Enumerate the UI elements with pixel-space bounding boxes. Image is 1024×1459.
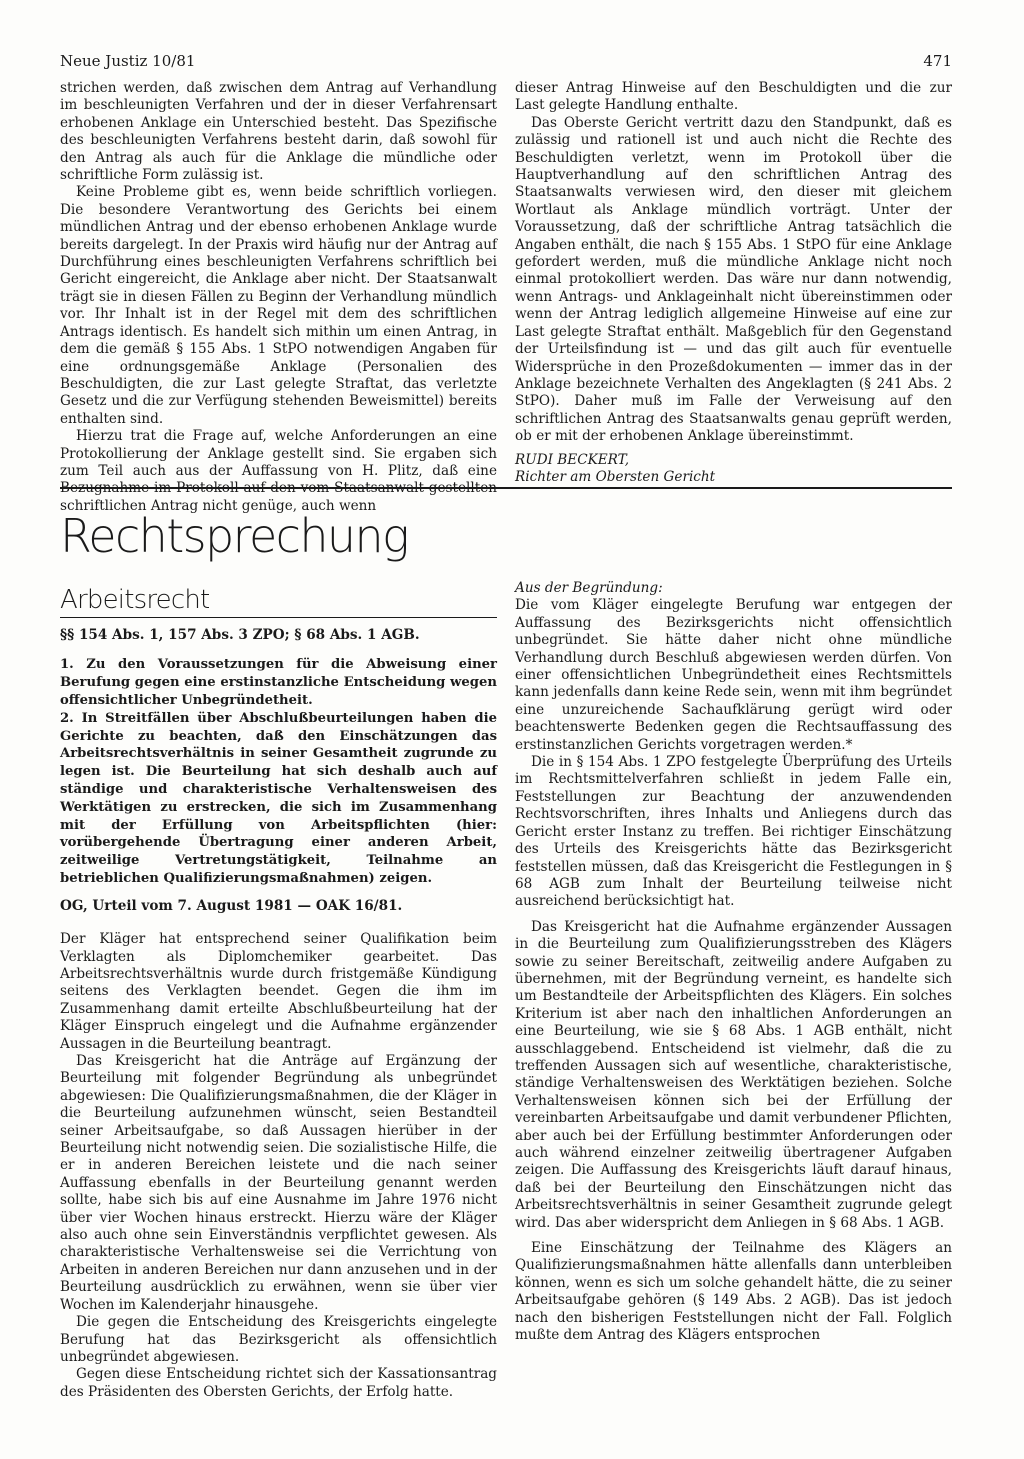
subsection-divider bbox=[60, 617, 497, 618]
case-column-right bbox=[515, 580, 952, 1344]
paragraph: Die gegen die Entscheidung des Kreisgerichts eingelegte Berufung hat das Bezirksgericht als offensichtlich unbegründet abgewiesen. bbox=[60, 1314, 497, 1365]
law-reference: §§ 154 Abs. 1, 157 Abs. 3 ZPO; § 68 Abs. 1 AGB. bbox=[60, 627, 420, 643]
article-column-right bbox=[515, 80, 952, 486]
paragraph: Das Kreisgericht hat die Aufnahme ergänzender Aussagen in die Beurteilung zum Qualifizierungsstreben des Klägers sowie zu seiner Bereitschaft, zeitweilig andere Aufgaben zu übernehmen, mit der Begründung verneint, es handelte sich um Bestandteile der Arbeitspflichten des Klägers. Ein solches Kriterium ist aber nach den inhaltlichen Anforderungen an eine Beurteilung, wie sie § 68 Abs. 1 AGB enthält, nicht ausschlaggebend. Entscheidend ist vielmehr, daß die zu treffenden Aussagen sich auf wesentliche, charakteristische, ständige Verhaltensweisen des Werktätigen beziehen. Solche Verhaltensweisen können sich bei der Erfüllung der vereinbarten Arbeitsaufgabe und damit verbundener Pflichten, aber auch bei der Erfüllung bestimmter Anforderungen oder auch während einzelner zeitweilig übertragener Aufgaben zeigen. Die Auffassung des Kreisgerichts läuft darauf hinaus, daß bei der Beurteilung den Einschätzungen nicht das Arbeitsrechtsverhältnis in seiner Gesamtheit zugrunde gelegt wird. Das aber widerspricht dem Anliegen in § 68 Abs. 1 AGB. bbox=[515, 918, 952, 1231]
page-number: 471 bbox=[923, 52, 952, 70]
paragraph: Keine Probleme gibt es, wenn beide schriftlich vorliegen. Die besondere Verantwortung des Gerichts bei einem mündlichen Antrag und der ebenso erhobenen Anklage wurde bereits dargelegt. In der Praxis wird häufig nur der Antrag auf Durchführung eines beschleunigten Verfahrens schriftlich bei Gericht eingereicht, die Anklage aber nicht. Der Staatsanwalt trägt sie in diesen Fällen zu Beginn der Verhandlung mündlich vor. Ihr Inhalt ist in der Regel mit dem des schriftlichen Antrags identisch. Es handelt sich mithin um einen Antrag, in dem die gemäß § 155 Abs. 1 StPO notwendigen Angaben für eine ordnungsgemäße Anklage (Personalien des Beschuldigten, die zur Last gelegte Straftat, das verletzte Gesetz und die zur Verfügung stehenden Beweismittel) bereits enthalten sind. bbox=[60, 184, 497, 427]
headnote: 2. In Streitfällen über Abschlußbeurteilungen haben die Gerichte zu beachten, daß den Einschätzungen das Arbeitsrechtsverhältnis in seiner Gesamtheit zugrunde zu legen ist. Die Beurteilung hat sich deshalb auch auf ständige und charakteristische Verhaltensweisen des Werktätigen zu erstrecken, die sich im Zusammenhang mit der Erfüllung von Arbeitspflichten (hier: vorübergehende Übertragung einer anderen Arbeit, zeitweilige Vertretungstätigkeit, Teilnahme an betrieblichen Qualifizierungsmaßnahmen) zeigen. bbox=[60, 710, 497, 886]
subsection-title: Arbeitsrecht bbox=[60, 585, 210, 615]
paragraph: Eine Einschätzung der Teilnahme des Klägers an Qualifizierungsmaßnahmen hätte allenfalls dann unterbleiben können, wenn es sich um solche gehandelt hätte, die zu seiner Arbeitsaufgabe gehören (§ 149 Abs. 2 AGB). Das ist jedoch nach den bisherigen Feststellungen nicht der Fall. Folglich mußte dem Antrag des Klägers entsprochen bbox=[515, 1240, 952, 1344]
section-divider bbox=[60, 487, 952, 489]
paragraph: dieser Antrag Hinweise auf den Beschuldigten und die zur Last gelegte Handlung enthalte. bbox=[515, 80, 952, 114]
paragraph: Die in § 154 Abs. 1 ZPO festgelegte Überprüfung des Urteils im Rechtsmittelverfahren schließt in jedem Falle ein, Feststellungen zur Beachtung der anzuwendenden Rechtsvorschriften, ihres Inhalts und Anliegens durch das Gericht erster Instanz zu treffen. Bei richtiger Einschätzung des Urteils des Kreisgerichts hätte das Bezirksgericht feststellen müssen, daß das Kreisgericht die Festlegungen in § 68 AGB zum Inhalt der Beurteilung teilweise nicht ausreichend berücksichtigt hat. bbox=[515, 754, 952, 910]
paragraph: strichen werden, daß zwischen dem Antrag auf Verhandlung im beschleunigten Verfahren und der in dieser Verfahrensart erhobenen Anklage ein Unterschied besteht. Das Spezifische des beschleunigten Verfahrens besteht darin, daß sowohl für den Antrag als auch für die Anklage die mündliche oder schriftliche Form zulässig ist. bbox=[60, 80, 497, 184]
reasons-heading: Aus der Begründung: bbox=[515, 580, 663, 596]
author-name: RUDI BECKERT, bbox=[515, 451, 630, 468]
paragraph: Gegen diese Entscheidung richtet sich der Kassationsantrag des Präsidenten des Obersten Gerichts, der Erfolg hatte. bbox=[60, 1366, 497, 1400]
author-title: Richter am Obersten Gericht bbox=[515, 468, 716, 485]
journal-title: Neue Justiz 10/81 bbox=[60, 52, 196, 70]
paragraph: Das Kreisgericht hat die Anträge auf Ergänzung der Beurteilung mit folgender Begründung als unbegründet abgewiesen: Die Qualifizierungsmaßnahmen, die der Kläger in die Beurteilung aufzunehmen wünscht, seien Bestandteil seiner Arbeitsaufgabe, so daß Aussagen hierüber in der Beurteilung nicht notwendig seien. Die sozialistische Hilfe, die er in anderen Bereichen leistete und die nach seiner Auffassung ebenfalls in der Beurteilung genannt werden sollte, habe sich bis auf eine Ausnahme im Jahre 1976 nicht über vier Wochen hinaus erstreckt. Hierzu wäre der Kläger also auch ohne sein Einverständnis verpflichtet gewesen. Als charakteristische Verhaltensweise sei die Verrichtung von Arbeiten in anderen Bereichen nur dann anzusehen und in der Beurteilung ausdrücklich zu erwähnen, wenn sie über vier Wochen im Kalenderjahr hinausgehe. bbox=[60, 1053, 497, 1313]
article-column-left bbox=[60, 80, 497, 515]
paragraph: Das Oberste Gericht vertritt dazu den Standpunkt, daß es zulässig und rationell ist und auch nicht die Rechte des Beschuldigten verletzt, wenn im Protokoll über die Hauptverhandlung auf den schriftlichen Antrag des Staatsanwalts verwiesen wird, den dieser mit gleichem Wortlaut als Anklage mündlich vorträgt. Unter der Voraussetzung, daß der schriftliche Antrag tatsächlich die Angaben enthält, die nach § 155 Abs. 1 StPO für eine Anklage gefordert werden, muß die mündliche Anklage nicht noch einmal protokolliert werden. Das wäre nur dann notwendig, wenn Antrags- und Anklageinhalt nicht übereinstimmen oder wenn der Antrag lediglich allgemeine Hinweise auf eine zur Last gelegte Straftat enthält. Maßgeblich für den Gegenstand der Urteilsfindung ist — und das gilt auch für eventuelle Widersprüche in den Prozeßdokumenten — immer das in der Anklage bezeichnete Verhalten des Angeklagten (§ 241 Abs. 2 StPO). Daher muß im Falle der Verweisung auf den schriftlichen Antrag des Staatsanwalts genau geprüft werden, ob er mit der erhobenen Anklage übereinstimmt. bbox=[515, 114, 952, 445]
paragraph: Die vom Kläger eingelegte Berufung war entgegen der Auffassung des Bezirksgerichts nicht offensichtlich unbegründet. Sie hätte daher nicht ohne mündliche Verhandlung durch Beschluß abgewiesen werden dürfen. Von einer offensichtlichen Unbegründetheit eines Rechtsmittels kann jedenfalls dann keine Rede sein, wenn mit ihm begründet eine unzureichende Sachaufklärung gerügt wird oder beachtenswerte Bedenken gegen die Rechtsauffassung des erstinstanzlichen Gerichts vorgetragen werden.* bbox=[515, 597, 952, 753]
case-column-left bbox=[60, 627, 497, 1401]
paragraph: Der Kläger hat entsprechend seiner Qualifikation beim Verklagten als Diplomchemiker gearbeitet. Das Arbeitsrechtsverhältnis wurde durch fristgemäße Kündigung seitens des Verklagten beendet. Gegen die ihm im Zusammenhang damit erteilte Abschlußbeurteilung hat der Kläger Einspruch eingelegt und die Aufnahme ergänzender Aussagen in die Beurteilung beantragt. bbox=[60, 931, 497, 1052]
court-line: OG, Urteil vom 7. August 1981 — OAK 16/81. bbox=[60, 897, 403, 914]
section-title: Rechtsprechung bbox=[60, 509, 409, 563]
headnote: 1. Zu den Voraussetzungen für die Abweisung einer Berufung gegen eine erstinstanzliche Entscheidung wegen offensichtlicher Unbegründetheit. bbox=[60, 657, 497, 708]
paragraph: Hierzu trat die Frage auf, welche Anforderungen an eine Protokollierung der Anklage gestellt sind. Sie ergaben sich zum Teil auch aus der Auffassung von H. Plitz, daß eine Bezugnahme im Protokoll auf den vom Staatsanwalt gestellten schriftlichen Antrag nicht genüge, auch wenn bbox=[60, 428, 497, 514]
